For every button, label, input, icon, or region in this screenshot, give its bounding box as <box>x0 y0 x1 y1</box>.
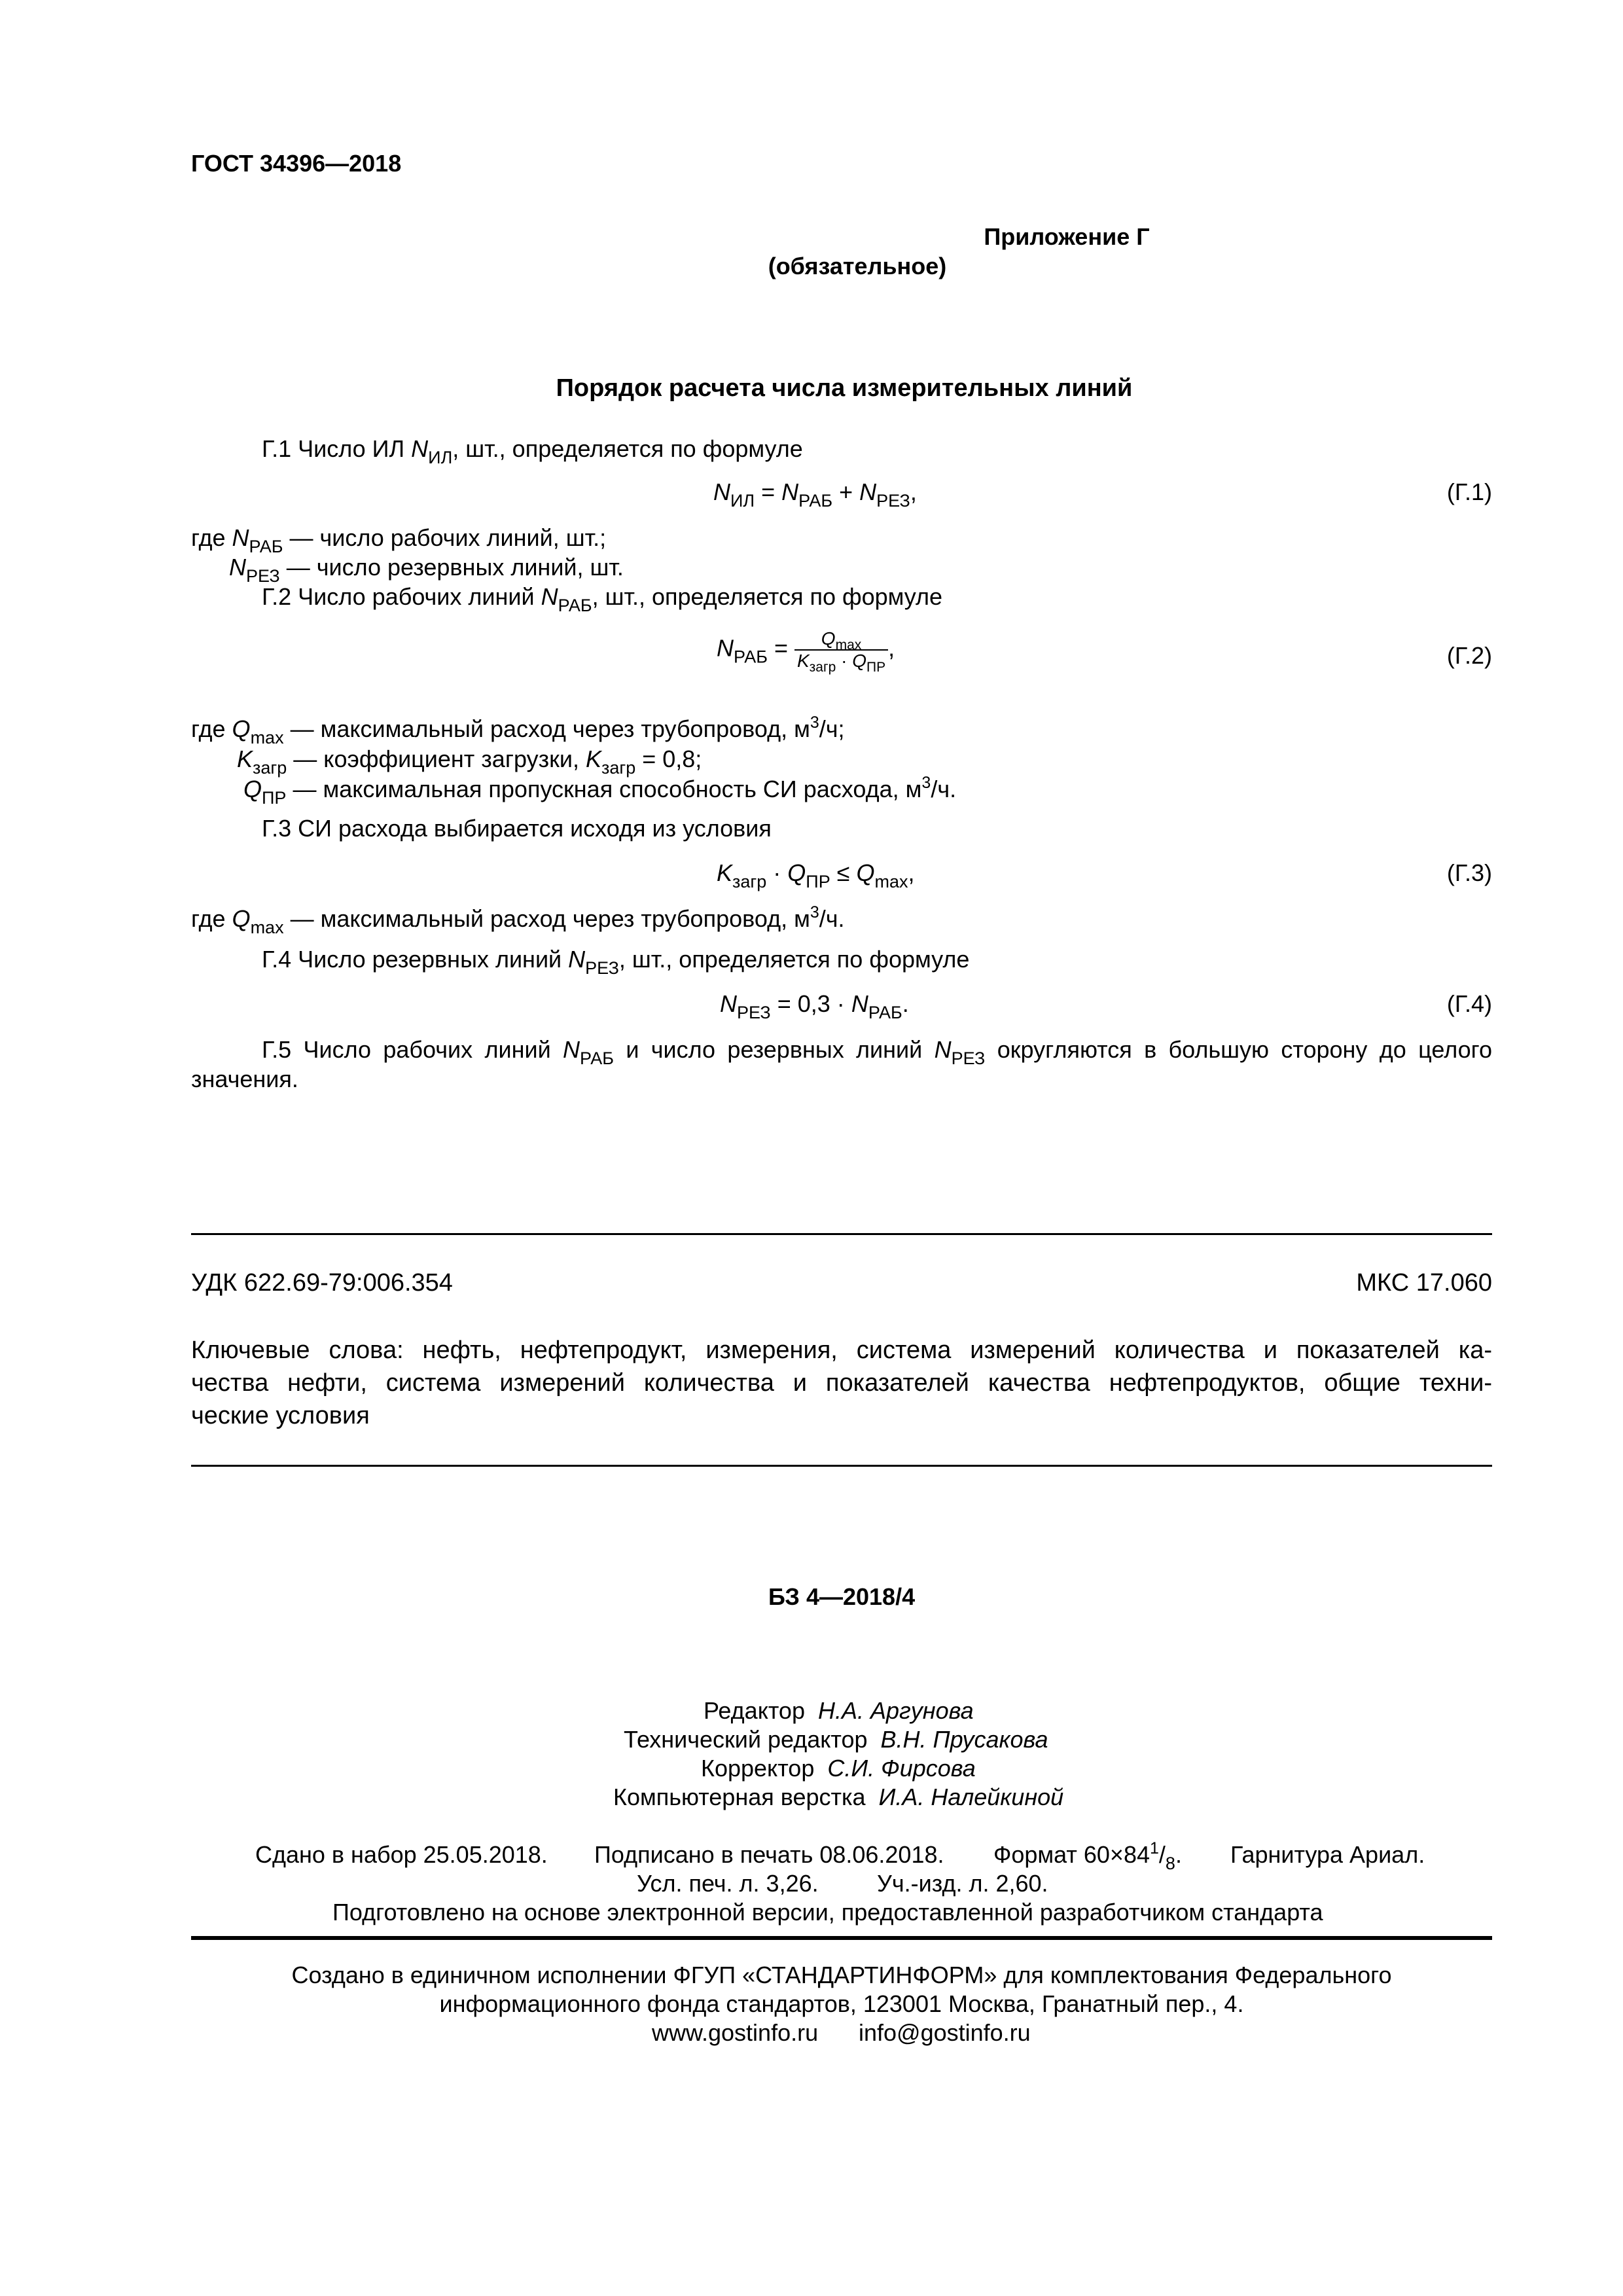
credit-tech-editor: Технический редактор В.Н. Прусакова <box>624 1726 1048 1753</box>
formula-g2: $N_{РАБ}$ = $\frac{Q_{max}}{K_{загр} \cdot Q_{ПР}}$ , <box>717 628 895 675</box>
fraction-g2: $\frac{Q_{max}}{K_{загр} \cdot Q_{ПР}}$ <box>794 628 888 672</box>
where-qmax-g3: где $Q_{max}$ — максимальный расход через трубопровод, $м^3/ч$. <box>191 903 845 937</box>
paragraph-g3: Г.3 СИ расхода выбирается исходя из условия <box>262 815 772 842</box>
equation-number-g3: (Г.3) <box>1446 859 1492 886</box>
paragraph-g4: Г.4 Число резервных линий $N_{РЕЗ}$, шт., определяется по формуле <box>262 946 970 978</box>
bz-number: БЗ 4—2018/4 <box>768 1583 916 1610</box>
where-nrab: где $N_{РАБ}$ — число рабочих линий, шт.; <box>191 524 607 556</box>
imprint-sent: Сдано в набор 25.05.2018. <box>255 1841 548 1868</box>
appendix-status: (обязательное) <box>768 253 947 279</box>
appendix-heading: Порядок расчета числа измерительных линий <box>556 374 1133 402</box>
where-nrez: $N_{РЕЗ}$ — число резервных линий, шт. <box>229 554 624 586</box>
equation-number-g2: (Г.2) <box>1446 642 1492 669</box>
imprint-format: Формат $60\times 84^1/_8$. <box>993 1839 1182 1873</box>
footer-line-2: информационного фонда стандартов, 123001 Москва, Гранатный пер., 4. <box>439 1990 1244 2017</box>
credit-layout: Компьютерная верстка И.А. Налейкиной <box>613 1784 1064 1810</box>
credit-corrector: Корректор С.И. Фирсова <box>701 1755 976 1782</box>
paragraph-g2: Г.2 Число рабочих линий $N_{РАБ}$, шт., определяется по формуле <box>262 583 943 615</box>
keywords-line-1: Ключевые слова: нефть, нефтепродукт, измерения, система измерений количества и показателей ка- <box>191 1336 1492 1364</box>
where-qpr: $Q_{ПР}$ — максимальная пропускная способность СИ расхода, $м^3/ч$. <box>243 774 957 808</box>
formula-g3: $K_{загр} \cdot Q_{ПР} \le Q_{max}$, <box>717 859 915 891</box>
equation-number-g4: (Г.4) <box>1446 990 1492 1017</box>
mks-code: МКС 17.060 <box>1356 1269 1492 1297</box>
appendix-title: Приложение Г <box>984 223 1150 250</box>
keywords-line-3: ческие условия <box>191 1402 370 1429</box>
paragraph-g1: Г.1 Число ИЛ $N_{ИЛ}$, шт., определяется по формуле <box>262 435 803 467</box>
footer-website-link[interactable]: www.gostinfo.ru <box>652 2019 819 2046</box>
udk-code: УДК 622.69-79:006.354 <box>191 1269 453 1297</box>
imprint-signed: Подписано в печать 08.06.2018. <box>594 1841 944 1868</box>
where-qmax: где $Q_{max}$ — максимальный расход через трубопровод, $м^3/ч$; <box>191 713 845 747</box>
imprint-usl: Усл. печ. л. 3,26. <box>637 1870 819 1897</box>
imprint-prepared: Подготовлено на основе электронной версии, предоставленной разработчиком стандарта <box>332 1899 1323 1926</box>
where-kzagr: $K_{загр}$ — коэффициент загрузки, $K_{загр} = 0,8$; <box>237 745 702 778</box>
imprint-uch: Уч.-изд. л. 2,60. <box>877 1870 1048 1897</box>
equation-number-g1: (Г.1) <box>1446 478 1492 505</box>
divider-bottom <box>191 1465 1492 1467</box>
footer-email-link[interactable]: info@gostinfo.ru <box>859 2019 1031 2046</box>
keywords-line-2: чества нефти, система измерений количества и показателей качества нефтепродуктов, общие техни- <box>191 1369 1492 1397</box>
footer-line-1: Создано в единичном исполнении ФГУП «СТАНДАРТИНФОРМ» для комплектования Федерального <box>291 1962 1392 1988</box>
divider-top <box>191 1233 1492 1235</box>
divider-footer <box>191 1936 1492 1940</box>
paragraph-g5: Г.5 Число рабочих линий $N_{РАБ}$ и число резервных линий $N_{РЕЗ}$ округляются в большую сторону до целого <box>262 1036 1492 1068</box>
formula-g1: $N_{ИЛ} = N_{РАБ} + N_{РЕЗ}$, <box>713 478 917 511</box>
paragraph-g5-line2: значения. <box>191 1066 298 1092</box>
credit-editor: Редактор Н.А. Аргунова <box>704 1697 974 1724</box>
imprint-font: Гарнитура Ариал. <box>1230 1841 1425 1868</box>
formula-g4: $N_{РЕЗ} = 0,3 \cdot N_{РАБ}$. <box>720 990 909 1022</box>
document-code: ГОСТ 34396—2018 <box>191 150 402 177</box>
